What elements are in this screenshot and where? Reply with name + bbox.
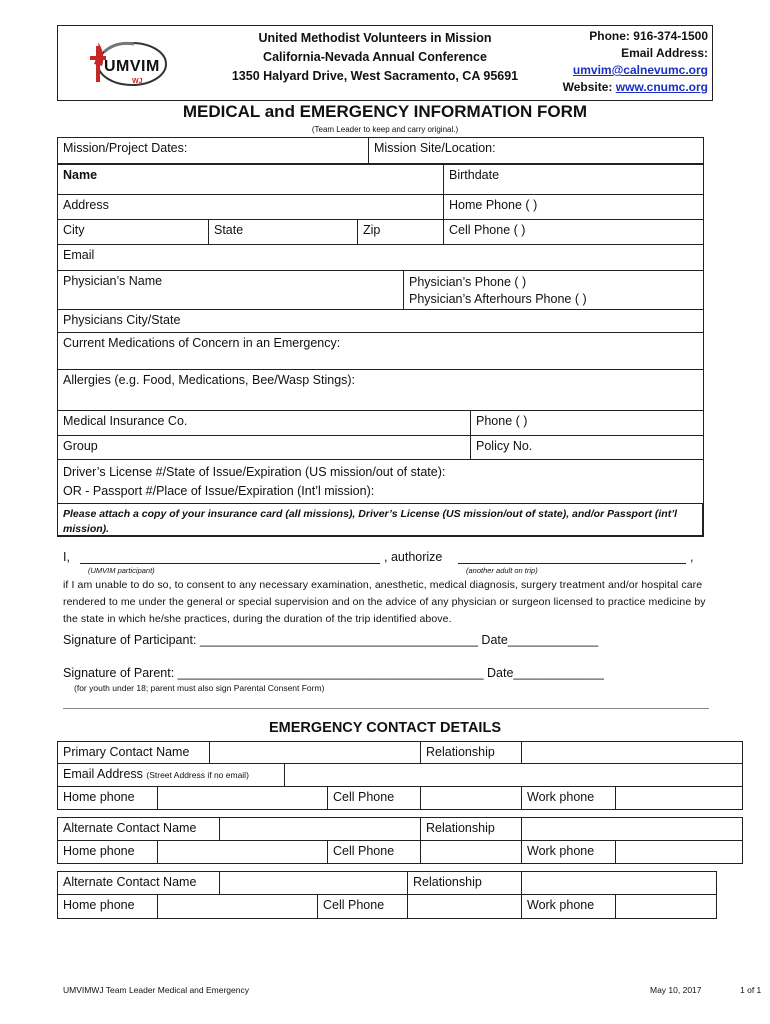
alt1-work-label: Work phone bbox=[527, 844, 595, 858]
umvim-logo bbox=[82, 36, 172, 92]
physician-phone-label: Physician’s Phone ( ) bbox=[409, 275, 527, 289]
alt2-relationship-input[interactable] bbox=[521, 871, 717, 895]
mission-site-field[interactable] bbox=[368, 137, 704, 164]
alt2-home-label-cell bbox=[57, 894, 158, 919]
insurance-co-label: Medical Insurance Co. bbox=[63, 414, 188, 428]
emergency-title: EMERGENCY CONTACT DETAILS bbox=[268, 720, 501, 736]
alt2-work-label: Work phone bbox=[527, 898, 595, 912]
physician-city-field[interactable] bbox=[57, 309, 704, 333]
physician-name-field[interactable] bbox=[57, 270, 404, 310]
attach-note-text: Please attach a copy of your insurance card (all missions), Driver’s License (US mission/out of state), and/or Passport (int’l mission). bbox=[63, 508, 678, 535]
primary-work-input[interactable] bbox=[615, 786, 743, 810]
primary-name-label-cell bbox=[57, 741, 210, 764]
org-phone: Phone: 916-374-1500 bbox=[589, 29, 708, 43]
insurance-phone-field[interactable] bbox=[470, 410, 704, 436]
alt2-relationship-label-cell bbox=[407, 871, 522, 895]
footer-date: May 10, 2017 bbox=[650, 985, 702, 995]
birthdate-label: Birthdate bbox=[449, 168, 500, 182]
logo-sub: WJ bbox=[132, 78, 143, 85]
primary-name-input[interactable] bbox=[209, 741, 421, 764]
attach-note bbox=[57, 503, 704, 537]
primary-work-label-cell bbox=[521, 786, 616, 810]
state-label: State bbox=[214, 223, 244, 237]
cell-phone-label: Cell Phone ( ) bbox=[449, 223, 526, 237]
form-subtitle: (Team Leader to keep and carry original.) bbox=[311, 125, 459, 134]
mission-dates-label: Mission/Project Dates: bbox=[63, 141, 188, 155]
conference-name: California-Nevada Annual Conference bbox=[263, 50, 487, 64]
alt1-cell-label-cell bbox=[327, 840, 421, 864]
form-title: MEDICAL and EMERGENCY INFORMATION FORM bbox=[182, 102, 588, 121]
alt1-name-label: Alternate Contact Name bbox=[63, 821, 197, 835]
alt1-cell-label: Cell Phone bbox=[333, 844, 395, 858]
primary-home-label-cell bbox=[57, 786, 158, 810]
address-field[interactable] bbox=[57, 194, 444, 220]
primary-email-label: Email Address bbox=[63, 767, 143, 781]
org-address: 1350 Halyard Drive, West Sacramento, CA 95691 bbox=[231, 69, 519, 83]
primary-home-label: Home phone bbox=[63, 790, 135, 804]
cell-phone-field[interactable] bbox=[443, 219, 704, 245]
primary-name-label: Primary Contact Name bbox=[63, 745, 190, 759]
group-label: Group bbox=[63, 439, 98, 453]
adult-caption: (another adult on trip) bbox=[466, 566, 538, 575]
email-link[interactable]: umvim@calnevumc.org bbox=[572, 63, 708, 77]
medications-label: Current Medications of Concern in an Emergency: bbox=[63, 336, 341, 350]
zip-label: Zip bbox=[363, 223, 381, 237]
alt1-relationship-label-cell bbox=[420, 817, 522, 841]
website-label: Website: bbox=[562, 80, 613, 94]
primary-email-label-cell bbox=[57, 763, 285, 787]
alt1-cell-input[interactable] bbox=[420, 840, 522, 864]
alt1-work-input[interactable] bbox=[615, 840, 743, 864]
alt2-name-label-cell bbox=[57, 871, 220, 895]
city-field[interactable] bbox=[57, 219, 209, 245]
mission-site-label: Mission Site/Location: bbox=[374, 141, 496, 155]
email-label: Email Address: bbox=[621, 46, 708, 60]
primary-relationship-input[interactable] bbox=[521, 741, 743, 764]
city-label: City bbox=[63, 223, 85, 237]
alt1-name-label-cell bbox=[57, 817, 220, 841]
group-field[interactable] bbox=[57, 435, 471, 460]
consent-comma: , bbox=[690, 550, 694, 564]
address-label: Address bbox=[63, 198, 109, 212]
allergies-label: Allergies (e.g. Food, Medications, Bee/Wasp Stings): bbox=[63, 373, 356, 387]
insurance-co-field[interactable] bbox=[57, 410, 471, 436]
physician-city-label: Physicians City/State bbox=[63, 313, 181, 327]
alt1-relationship-input[interactable] bbox=[521, 817, 743, 841]
logo-text: UMVIM bbox=[104, 58, 160, 75]
passport-label: OR - Passport #/Place of Issue/Expiration (Int’l mission): bbox=[63, 484, 375, 498]
alt1-work-label-cell bbox=[521, 840, 616, 864]
primary-work-label: Work phone bbox=[527, 790, 595, 804]
consent-authorize: , authorize bbox=[384, 550, 443, 564]
policy-label: Policy No. bbox=[476, 439, 533, 453]
primary-cell-label-cell bbox=[327, 786, 421, 810]
alt2-cell-label-cell bbox=[317, 894, 408, 919]
participant-signature-line[interactable]: Signature of Participant: ________________________________________ Date_____________ bbox=[63, 633, 599, 647]
parent-signature-line[interactable]: Signature of Parent: ____________________________________________ Date_____________ bbox=[63, 666, 604, 680]
home-phone-field[interactable] bbox=[443, 194, 704, 220]
org-block bbox=[210, 29, 540, 86]
footer-doc-name: UMVIMWJ Team Leader Medical and Emergency bbox=[63, 985, 249, 995]
physician-name-label: Physician’s Name bbox=[63, 274, 163, 288]
authorized-adult-line[interactable] bbox=[458, 550, 686, 564]
medications-field[interactable] bbox=[57, 332, 704, 370]
alt2-home-input[interactable] bbox=[157, 894, 318, 919]
alt2-work-label-cell bbox=[521, 894, 616, 919]
alt2-work-input[interactable] bbox=[615, 894, 717, 919]
name-label: Name bbox=[63, 168, 98, 182]
footer-page: 1 of 1 bbox=[740, 985, 762, 995]
primary-email-input[interactable] bbox=[284, 763, 743, 787]
drivers-license-label: Driver’s License #/State of Issue/Expiration (US mission/out of state): bbox=[63, 465, 446, 479]
alt1-home-input[interactable] bbox=[157, 840, 328, 864]
website-link[interactable]: www.cnumc.org bbox=[615, 80, 708, 94]
primary-cell-label: Cell Phone bbox=[333, 790, 395, 804]
home-phone-label: Home Phone ( ) bbox=[449, 198, 538, 212]
alt1-relationship-label: Relationship bbox=[426, 821, 495, 835]
primary-home-input[interactable] bbox=[157, 786, 328, 810]
insurance-phone-label: Phone ( ) bbox=[476, 414, 528, 428]
allergies-field[interactable] bbox=[57, 369, 704, 411]
alt2-cell-label: Cell Phone bbox=[323, 898, 385, 912]
physician-phone-field[interactable] bbox=[403, 270, 704, 310]
name-field[interactable] bbox=[57, 164, 444, 195]
alt2-relationship-label: Relationship bbox=[413, 875, 482, 889]
email-field[interactable] bbox=[57, 244, 704, 271]
section-divider bbox=[63, 708, 709, 709]
alt2-home-label: Home phone bbox=[63, 898, 135, 912]
license-passport-field[interactable] bbox=[57, 459, 704, 504]
zip-field[interactable] bbox=[357, 219, 444, 245]
alt2-name-label: Alternate Contact Name bbox=[63, 875, 197, 889]
alt1-home-label: Home phone bbox=[63, 844, 135, 858]
email-label: Email bbox=[63, 248, 95, 262]
alt1-home-label-cell bbox=[57, 840, 158, 864]
state-field[interactable] bbox=[208, 219, 358, 245]
physician-afterhours-label: Physician’s Afterhours Phone ( ) bbox=[409, 292, 587, 306]
birthdate-field[interactable] bbox=[443, 164, 704, 195]
alt2-cell-input[interactable] bbox=[407, 894, 522, 919]
alt1-name-input[interactable] bbox=[219, 817, 421, 841]
contact-block bbox=[520, 28, 708, 96]
mission-dates-field[interactable] bbox=[57, 137, 369, 164]
primary-relationship-label-cell bbox=[420, 741, 522, 764]
youth-note: (for youth under 18; parent must also sign Parental Consent Form) bbox=[74, 683, 325, 693]
primary-cell-input[interactable] bbox=[420, 786, 522, 810]
consent-paragraph: if I am unable to do so, to consent to any necessary examination, anesthetic, medical diagnosis, surgery treatment and/or hospital care rendered to me under the general or special supervision and on the advice of any physician or surgeon licensed to practice medicine by the state in which he/she practices, during the duration of the trip identified above. bbox=[63, 579, 706, 625]
primary-relationship-label: Relationship bbox=[426, 745, 495, 759]
alt2-name-input[interactable] bbox=[219, 871, 408, 895]
participant-name-line[interactable] bbox=[80, 550, 380, 564]
consent-i: I, bbox=[63, 550, 70, 564]
primary-email-hint: (Street Address if no email) bbox=[146, 770, 249, 780]
participant-caption: (UMVIM participant) bbox=[88, 566, 155, 575]
org-name: United Methodist Volunteers in Mission bbox=[258, 31, 492, 45]
policy-field[interactable] bbox=[470, 435, 704, 460]
